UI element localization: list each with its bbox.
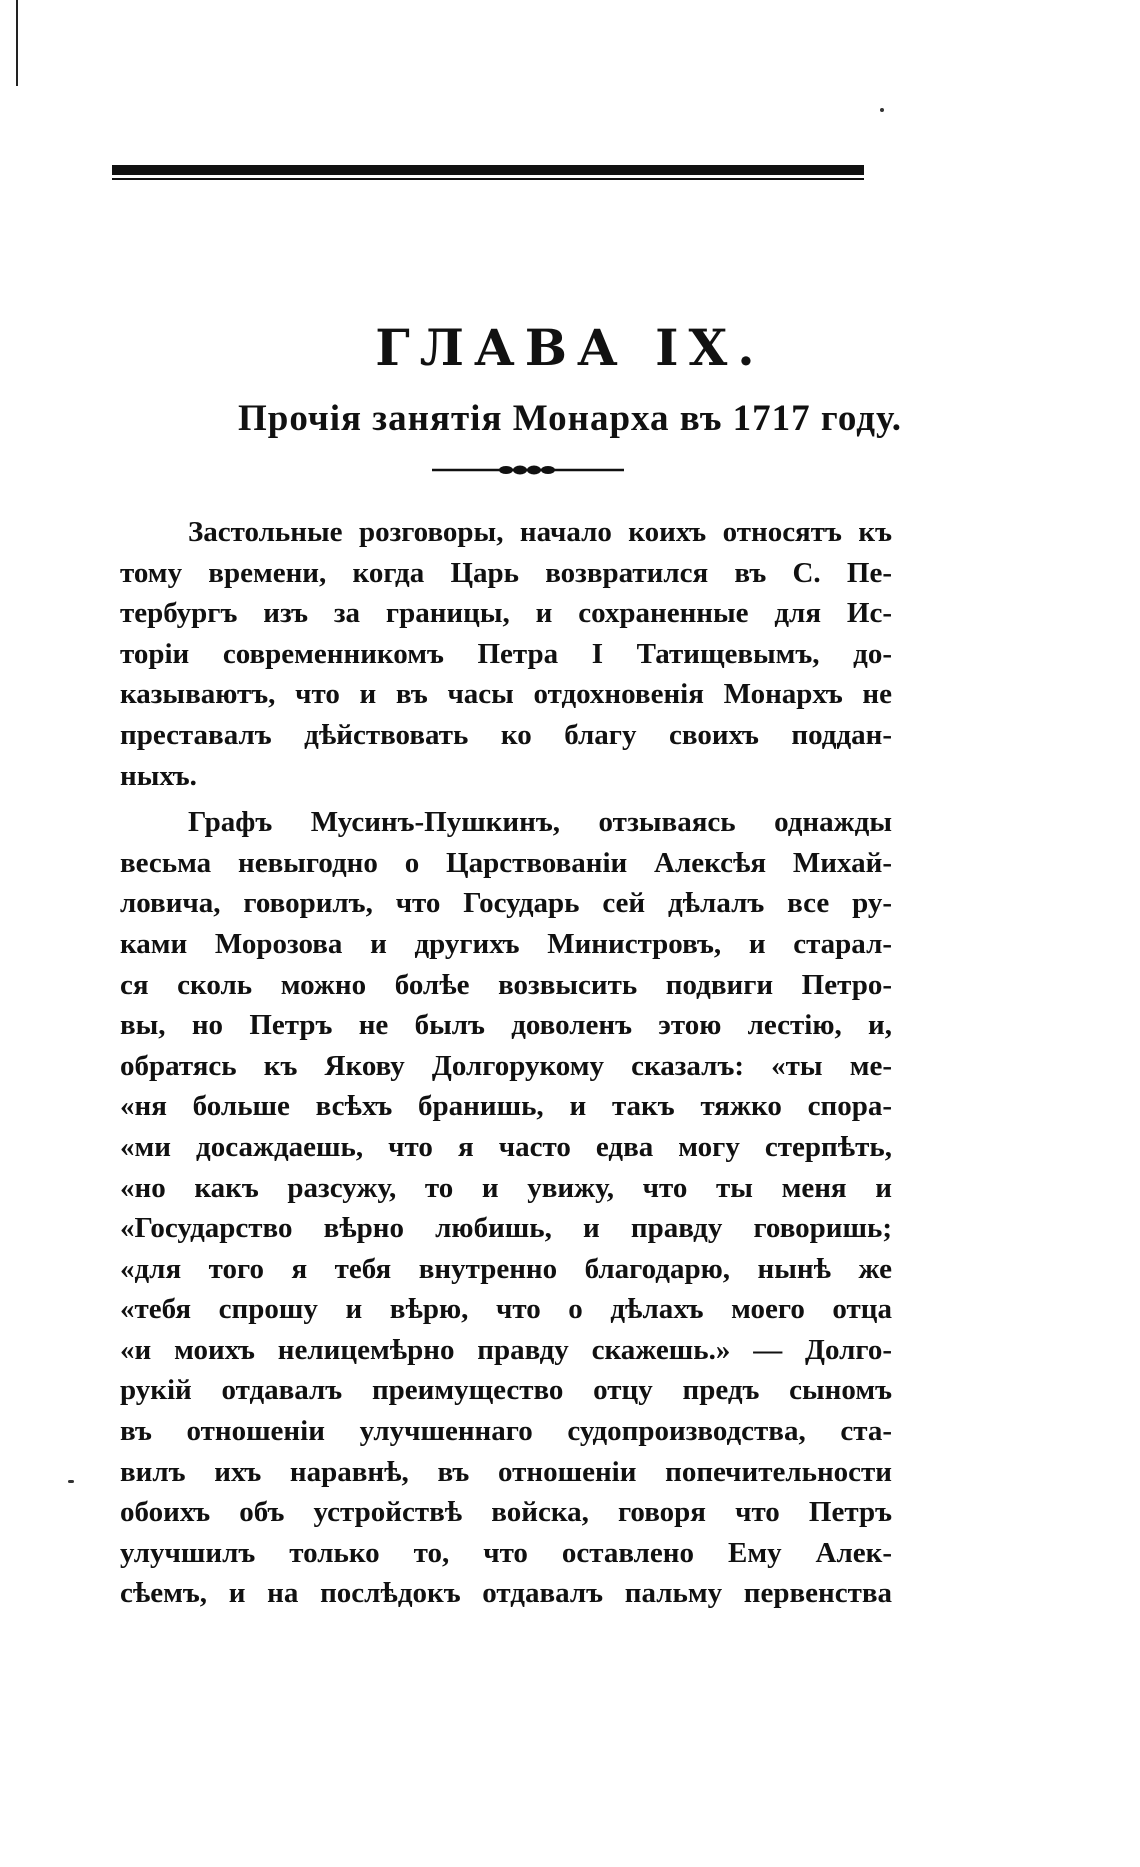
text-line: вы, но Петръ не былъ доволенъ этою лестію, и, bbox=[120, 1009, 892, 1042]
text-line: ловича, говорилъ, что Государь сей дѣлалъ все ру- bbox=[120, 887, 892, 920]
text-line: тербургъ изъ за границы, и сохраненные для Ис- bbox=[120, 597, 892, 630]
text-line: тому времени, когда Царь возвратился въ С. Пе- bbox=[120, 556, 892, 589]
text-line: «Государство вѣрно любишь, и правду говоришь; bbox=[120, 1212, 892, 1245]
text-line: весьма невыгодно о Царствованіи Алексѣя Михай- bbox=[120, 846, 892, 879]
text-line: ками Морозова и другихъ Министровъ, и старал- bbox=[120, 927, 892, 960]
text-line: «но какъ разсужу, то и увижу, что ты меня и bbox=[120, 1171, 892, 1204]
header-double-rule bbox=[112, 165, 864, 180]
text-line: «тебя спрошу и вѣрю, что о дѣлахъ моего отца bbox=[120, 1293, 892, 1326]
text-line: ныхъ. bbox=[120, 759, 197, 792]
scan-speck bbox=[68, 1480, 74, 1483]
chapter-subtitle: Прочія занятія Монарха въ 1717 году. bbox=[237, 398, 903, 439]
text-line: «ми досаждаешь, что я часто едва могу стерпѣть, bbox=[120, 1130, 892, 1163]
text-line: «и моихъ нелицемѣрно правду скажешь.» — Долго- bbox=[120, 1333, 892, 1366]
text-line: ся сколь можно болѣе возвысить подвиги Петро- bbox=[120, 968, 892, 1001]
header-thin-rule bbox=[112, 178, 864, 180]
chapter-title: ГЛАВА IX. bbox=[375, 318, 765, 377]
ornament-divider-icon bbox=[428, 463, 628, 477]
paragraph-2 bbox=[120, 802, 892, 1614]
scan-speck bbox=[880, 108, 884, 112]
text-line: торіи современникомъ Петра I Татищевымъ, до- bbox=[120, 637, 892, 670]
text-line: обратясь къ Якову Долгорукому сказалъ: «ты ме- bbox=[120, 1049, 892, 1082]
text-line: въ отношеніи улучшеннаго судопроизводства, ста- bbox=[120, 1415, 892, 1448]
scan-margin-line bbox=[16, 0, 18, 86]
text-line: Застольные розговоры, начало коихъ относятъ къ bbox=[188, 516, 892, 548]
paragraph-1 bbox=[120, 512, 892, 796]
text-line: казываютъ, что и въ часы отдохновенія Монархъ не bbox=[120, 678, 892, 711]
text-line: преставалъ дѣйствовать ко благу своихъ поддан- bbox=[120, 718, 892, 751]
text-line: вилъ ихъ наравнѣ, въ отношеніи попечительности bbox=[120, 1455, 892, 1488]
text-line: сѣемъ, и на послѣдокъ отдавалъ пальму первенства bbox=[120, 1577, 892, 1610]
text-line: улучшилъ только то, что оставлено Ему Алек- bbox=[120, 1536, 892, 1569]
text-line: рукій отдавалъ преимущество отцу предъ сыномъ bbox=[120, 1374, 892, 1407]
header-thick-rule bbox=[112, 165, 864, 175]
text-line: «ня больше всѣхъ бранишь, и такъ тяжко спора- bbox=[120, 1090, 892, 1123]
chapter-body bbox=[120, 512, 892, 1614]
text-line: Графъ Мусинъ-Пушкинъ, отзываясь однажды bbox=[188, 806, 892, 839]
text-line: «для того я тебя внутренно благодарю, нынѣ же bbox=[120, 1252, 892, 1285]
text-line: обоихъ объ устройствѣ войска, говоря что Петръ bbox=[120, 1496, 892, 1529]
